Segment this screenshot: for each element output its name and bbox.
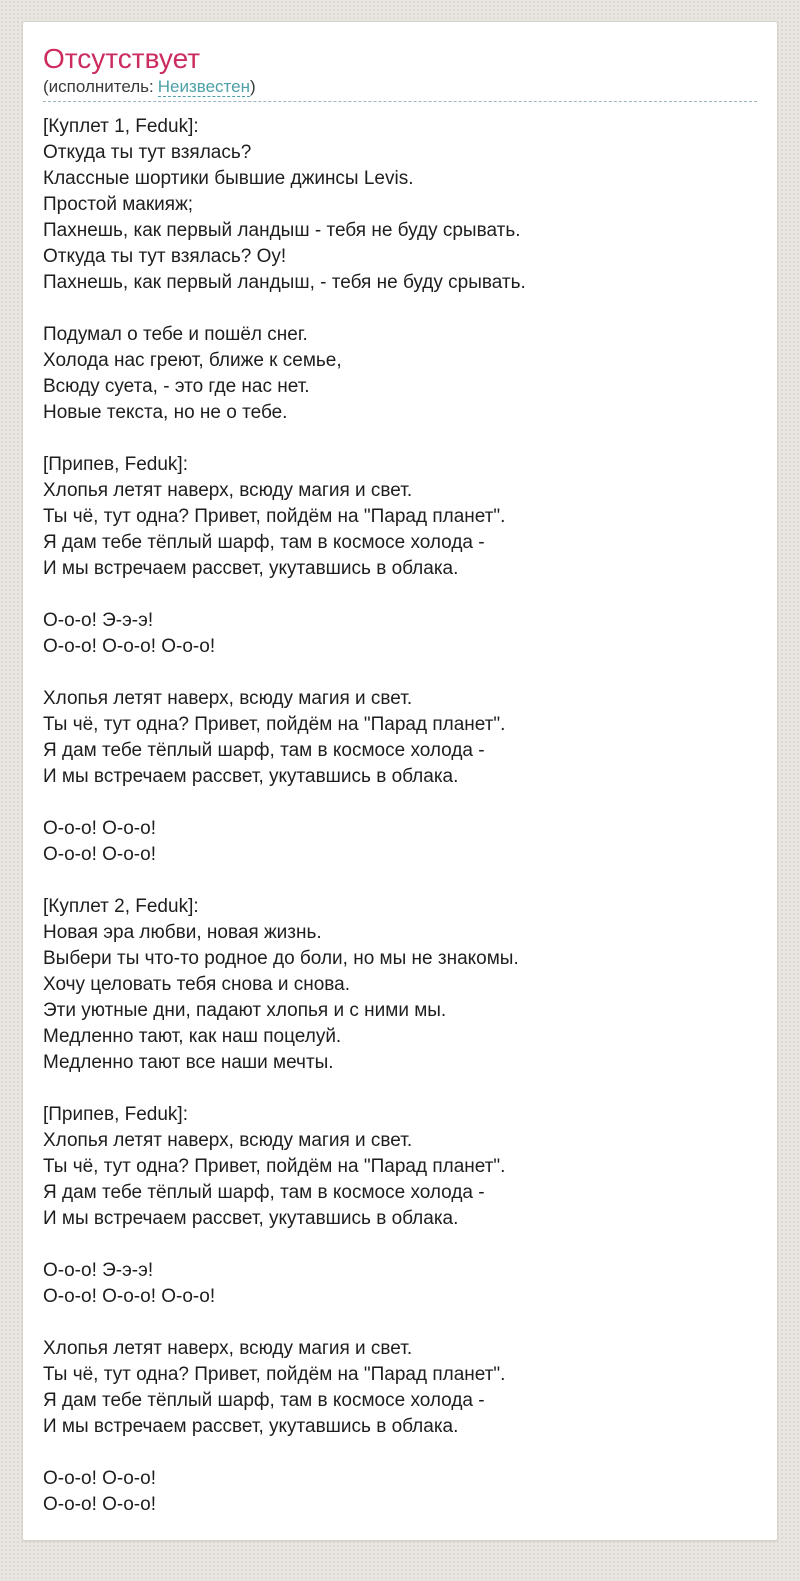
lyrics-line: И мы встречаем рассвет, укутавшись в облака. (43, 558, 459, 579)
lyrics-line: Хлопья летят наверх, всюду магия и свет. (43, 480, 413, 501)
song-header (43, 42, 757, 102)
lyrics-line: Ты чё, тут одна? Привет, пойдём на "Парад планет". (43, 714, 506, 735)
lyrics-line: Хлопья летят наверх, всюду магия и свет. (43, 1338, 413, 1359)
lyrics-stanza (43, 452, 757, 582)
artist-link[interactable]: Неизвестен (157, 77, 250, 96)
lyrics-stanza (43, 114, 757, 296)
lyrics-stanza (43, 608, 757, 660)
lyrics-stanza (43, 1466, 757, 1518)
lyrics-line: Новая эра любви, новая жизнь. (43, 922, 322, 943)
artist-line (43, 76, 757, 102)
lyrics-line: Ты чё, тут одна? Привет, пойдём на "Парад планет". (43, 1156, 506, 1177)
artist-label: (исполнитель: (43, 77, 154, 96)
lyrics-line: Пахнешь, как первый ландыш - тебя не буду срывать. (43, 220, 521, 241)
lyrics-line: О-о-о! О-о-о! (43, 844, 156, 865)
artist-line-suffix: ) (250, 77, 256, 96)
lyrics-stanza (43, 816, 757, 868)
lyrics-line: [Куплет 2, Feduk]: (43, 896, 199, 917)
lyrics-stanza (43, 1258, 757, 1310)
lyrics-line: Новые текста, но не о тебе. (43, 402, 288, 423)
lyrics-line: Я дам тебе тёплый шарф, там в космосе холода - (43, 1182, 485, 1203)
lyrics-line: Медленно тают все наши мечты. (43, 1052, 334, 1073)
lyrics-line: Хочу целовать тебя снова и снова. (43, 974, 351, 995)
lyrics-line: О-о-о! О-о-о! О-о-о! (43, 636, 216, 657)
lyrics-line: Хлопья летят наверх, всюду магия и свет. (43, 688, 413, 709)
lyrics-line: И мы встречаем рассвет, укутавшись в облака. (43, 1208, 459, 1229)
lyrics-line: Я дам тебе тёплый шарф, там в космосе холода - (43, 532, 485, 553)
lyrics-line: Ты чё, тут одна? Привет, пойдём на "Парад планет". (43, 506, 506, 527)
lyrics-line: Подумал о тебе и пошёл снег. (43, 324, 308, 345)
lyrics-line: Откуда ты тут взялась? Оу! (43, 246, 287, 267)
lyrics-line: [Куплет 1, Feduk]: (43, 116, 199, 137)
lyrics-line: Я дам тебе тёплый шарф, там в космосе холода - (43, 1390, 485, 1411)
lyrics-line: И мы встречаем рассвет, укутавшись в облака. (43, 1416, 459, 1437)
lyrics-line: Холода нас греют, ближе к семье, (43, 350, 342, 371)
lyrics-line: И мы встречаем рассвет, укутавшись в облака. (43, 766, 459, 787)
lyrics-stanza (43, 1336, 757, 1440)
lyrics-line: О-о-о! О-о-о! О-о-о! (43, 1286, 216, 1307)
lyrics-line: [Припев, Feduk]: (43, 454, 188, 475)
lyrics-line: Эти уютные дни, падают хлопья и с ними мы. (43, 1000, 447, 1021)
lyrics-line: О-о-о! О-о-о! (43, 1468, 156, 1489)
lyrics-line: О-о-о! О-о-о! (43, 1494, 156, 1515)
page-background (0, 21, 800, 1581)
lyrics-line: Ты чё, тут одна? Привет, пойдём на "Парад планет". (43, 1364, 506, 1385)
lyrics-stanza (43, 894, 757, 1076)
lyrics-line: Простой макияж; (43, 194, 194, 215)
lyrics-line: Хлопья летят наверх, всюду магия и свет. (43, 1130, 413, 1151)
lyrics-card (22, 21, 778, 1541)
lyrics-line: Я дам тебе тёплый шарф, там в космосе холода - (43, 740, 485, 761)
lyrics-line: О-о-о! Э-э-э! (43, 1260, 154, 1281)
lyrics-line: Классные шортики бывшие джинсы Levis. (43, 168, 414, 189)
lyrics-stanza (43, 686, 757, 790)
lyrics-line: [Припев, Feduk]: (43, 1104, 188, 1125)
lyrics-stanza (43, 322, 757, 426)
lyrics-line: Всюду суета, - это где нас нет. (43, 376, 310, 397)
lyrics-line: Откуда ты тут взялась? (43, 142, 252, 163)
lyrics-line: Выбери ты что-то родное до боли, но мы не знакомы. (43, 948, 519, 969)
lyrics-line: О-о-о! Э-э-э! (43, 610, 154, 631)
lyrics-line: О-о-о! О-о-о! (43, 818, 156, 839)
lyrics (43, 114, 757, 1518)
song-title: Отсутствует (43, 43, 201, 74)
lyrics-stanza (43, 1102, 757, 1232)
lyrics-line: Медленно тают, как наш поцелуй. (43, 1026, 342, 1047)
lyrics-line: Пахнешь, как первый ландыш, - тебя не буду срывать. (43, 272, 526, 293)
